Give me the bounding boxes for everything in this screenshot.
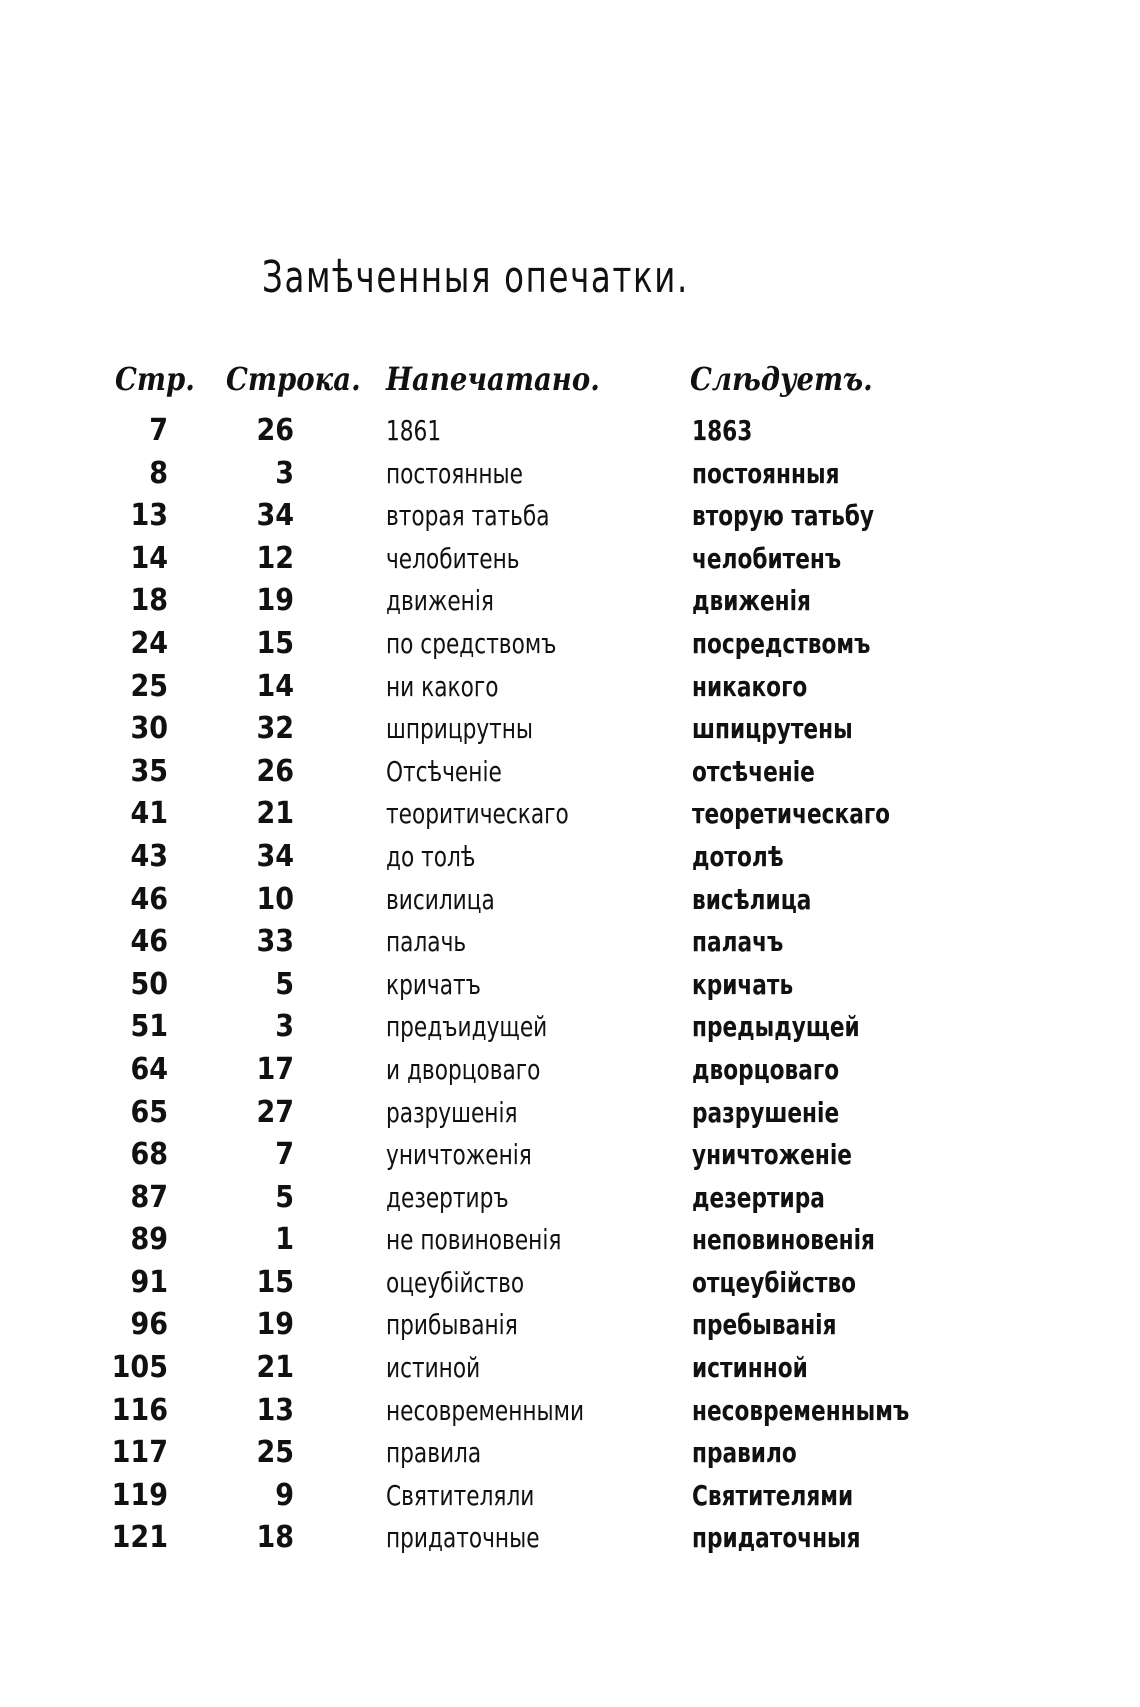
cell-printed: 1861	[386, 414, 442, 447]
cell-line: 33	[256, 924, 294, 960]
cell-line: 12	[256, 540, 294, 576]
table-row	[0, 666, 1140, 709]
cell-should-be: никакого	[692, 669, 808, 703]
table-header	[0, 360, 1140, 400]
errata-table	[0, 410, 1140, 1560]
cell-page: 46	[130, 881, 168, 917]
table-row	[0, 1432, 1140, 1475]
cell-printed: придаточные	[386, 1521, 540, 1555]
cell-printed: висилица	[386, 882, 495, 916]
cell-line: 34	[256, 838, 294, 874]
table-row	[0, 1517, 1140, 1560]
cell-printed: Отсѣченiе	[386, 754, 502, 788]
header-line: Строка.	[226, 360, 361, 398]
cell-should-be: Святителями	[692, 1478, 854, 1512]
cell-should-be: постоянныя	[692, 456, 840, 490]
cell-printed: дезертиръ	[386, 1180, 509, 1214]
cell-printed: прибыванiя	[386, 1308, 518, 1342]
table-row	[0, 453, 1140, 496]
cell-page: 96	[130, 1307, 168, 1343]
cell-should-be: отсѣченiе	[692, 754, 815, 788]
cell-page: 7	[149, 413, 168, 448]
cell-line: 17	[256, 1051, 294, 1087]
cell-page: 25	[130, 668, 168, 704]
cell-should-be: челобитенъ	[692, 541, 842, 575]
cell-printed: движенiя	[386, 584, 494, 618]
cell-should-be: придаточныя	[692, 1521, 861, 1555]
cell-should-be: шпицрутены	[692, 712, 853, 746]
cell-line: 1	[275, 1222, 294, 1258]
table-row	[0, 623, 1140, 666]
table-row	[0, 836, 1140, 879]
cell-line: 5	[275, 1179, 294, 1215]
cell-should-be: неповиновенiя	[692, 1223, 875, 1257]
cell-page: 87	[130, 1179, 168, 1215]
cell-line: 26	[256, 753, 294, 789]
cell-should-be: посредствомъ	[692, 626, 871, 660]
cell-line: 19	[256, 583, 294, 619]
cell-should-be: правило	[692, 1436, 797, 1470]
cell-line: 21	[256, 1350, 294, 1386]
cell-printed: разрушенiя	[386, 1095, 518, 1129]
table-row	[0, 1347, 1140, 1390]
cell-line: 3	[275, 1009, 294, 1045]
cell-printed: кричатъ	[386, 967, 481, 1001]
table-row	[0, 1219, 1140, 1262]
table-row	[0, 1390, 1140, 1433]
cell-line: 21	[256, 796, 294, 832]
cell-printed: постоянные	[386, 456, 524, 490]
cell-page: 68	[130, 1137, 168, 1173]
cell-page: 8	[149, 455, 168, 491]
cell-should-be: истинной	[692, 1351, 808, 1385]
cell-line: 26	[256, 413, 294, 448]
header-printed: Напечатано.	[386, 360, 600, 398]
cell-printed: шприцрутны	[386, 712, 534, 746]
cell-line: 27	[256, 1094, 294, 1130]
cell-page: 105	[111, 1350, 168, 1386]
table-row	[0, 1475, 1140, 1518]
cell-should-be: теоретическаго	[692, 797, 891, 831]
cell-should-be: дворцоваго	[692, 1052, 840, 1086]
cell-line: 3	[275, 455, 294, 491]
table-row	[0, 495, 1140, 538]
cell-should-be: отцеубiйство	[692, 1265, 857, 1299]
cell-page: 51	[130, 1009, 168, 1045]
cell-should-be: висѣлица	[692, 882, 812, 916]
table-row	[0, 708, 1140, 751]
cell-line: 15	[256, 625, 294, 661]
table-row	[0, 1006, 1140, 1049]
cell-should-be: пребыванiя	[692, 1308, 837, 1342]
cell-line: 18	[256, 1520, 294, 1556]
cell-page: 24	[130, 625, 168, 661]
table-row	[0, 1304, 1140, 1347]
cell-line: 34	[256, 498, 294, 534]
cell-printed: челобитень	[386, 541, 520, 575]
table-row	[0, 1049, 1140, 1092]
header-should-be: Слѣдуетъ.	[690, 360, 873, 398]
cell-page: 41	[130, 796, 168, 832]
cell-should-be: вторую татьбу	[692, 499, 875, 533]
header-page: Стр.	[115, 360, 195, 398]
table-row	[0, 964, 1140, 1007]
cell-page: 64	[130, 1051, 168, 1087]
cell-page: 116	[111, 1392, 168, 1428]
cell-printed: Святителяли	[386, 1478, 535, 1512]
cell-should-be: 1863	[692, 414, 753, 447]
cell-should-be: несовременнымъ	[692, 1393, 910, 1427]
cell-page: 91	[130, 1264, 168, 1300]
cell-should-be: предыдущей	[692, 1010, 860, 1044]
table-row	[0, 751, 1140, 794]
cell-should-be: движенiя	[692, 584, 811, 618]
cell-printed: уничтоженiя	[386, 1138, 532, 1172]
cell-printed: предъидущей	[386, 1010, 548, 1044]
cell-page: 18	[130, 583, 168, 619]
table-row	[0, 793, 1140, 836]
cell-should-be: дезертира	[692, 1180, 825, 1214]
table-row	[0, 921, 1140, 964]
cell-line: 13	[256, 1392, 294, 1428]
cell-page: 121	[111, 1520, 168, 1556]
cell-page: 65	[130, 1094, 168, 1130]
table-row	[0, 410, 1140, 453]
cell-printed: до толѣ	[386, 839, 476, 873]
cell-line: 19	[256, 1307, 294, 1343]
cell-line: 15	[256, 1264, 294, 1300]
cell-should-be: палачъ	[692, 925, 784, 959]
cell-should-be: разрушенiе	[692, 1095, 840, 1129]
cell-page: 46	[130, 924, 168, 960]
cell-should-be: уничтоженiе	[692, 1138, 852, 1172]
cell-page: 43	[130, 838, 168, 874]
cell-line: 25	[256, 1435, 294, 1471]
cell-line: 14	[256, 668, 294, 704]
cell-should-be: дотолѣ	[692, 839, 784, 873]
table-row	[0, 1262, 1140, 1305]
cell-printed: по средствомъ	[386, 626, 557, 660]
cell-page: 89	[130, 1222, 168, 1258]
cell-page: 50	[130, 966, 168, 1002]
cell-line: 7	[275, 1137, 294, 1173]
cell-page: 119	[111, 1477, 168, 1513]
cell-printed: палачь	[386, 925, 467, 959]
cell-page: 13	[130, 498, 168, 534]
cell-line: 32	[256, 711, 294, 747]
cell-printed: несовременными	[386, 1393, 585, 1427]
cell-printed: ни какого	[386, 669, 499, 703]
cell-printed: не повиновенiя	[386, 1223, 562, 1257]
cell-printed: истиной	[386, 1351, 481, 1385]
cell-should-be: кричать	[692, 967, 794, 1001]
cell-page: 14	[130, 540, 168, 576]
table-row	[0, 1177, 1140, 1220]
cell-printed: правила	[386, 1436, 482, 1470]
cell-printed: и дворцоваго	[386, 1052, 541, 1086]
table-row	[0, 1092, 1140, 1135]
cell-page: 117	[111, 1435, 168, 1471]
cell-line: 5	[275, 966, 294, 1002]
cell-line: 9	[275, 1477, 294, 1513]
cell-printed: вторая татьба	[386, 499, 550, 533]
cell-page: 30	[130, 711, 168, 747]
cell-page: 35	[130, 753, 168, 789]
page-title: Замѣченныя опечатки.	[262, 252, 689, 303]
table-row	[0, 879, 1140, 922]
cell-line: 10	[256, 881, 294, 917]
table-row	[0, 538, 1140, 581]
cell-printed: теоритическаго	[386, 797, 569, 831]
table-row	[0, 1134, 1140, 1177]
table-row	[0, 580, 1140, 623]
cell-printed: оцеубiйство	[386, 1265, 525, 1299]
